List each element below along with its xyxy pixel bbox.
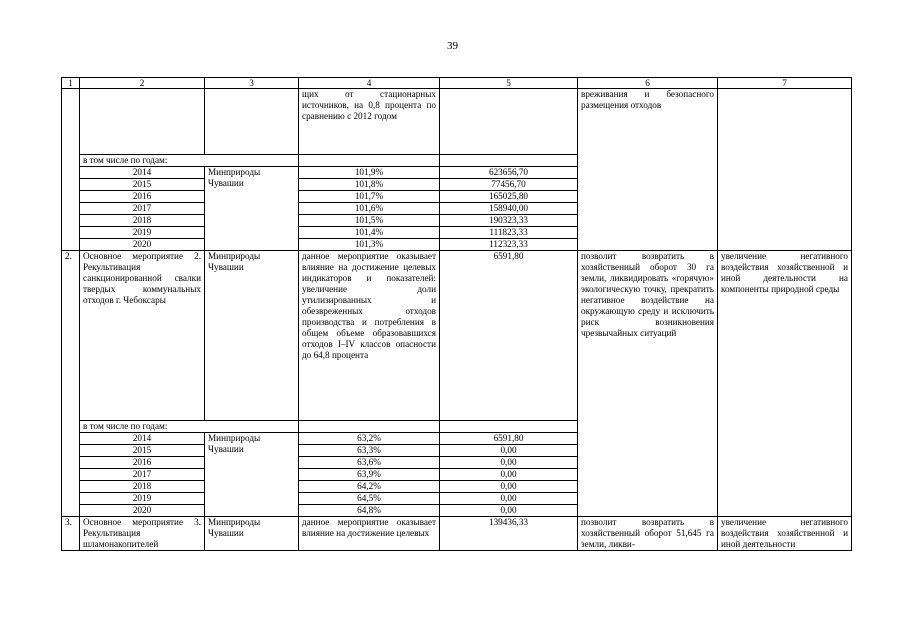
year-cell: 2014 (80, 433, 205, 445)
indicator-value: 64,2% (299, 481, 440, 493)
amount-value: 111823,33 (440, 227, 578, 239)
year-cell: 2016 (80, 191, 205, 203)
measure-row (62, 251, 852, 421)
col-number: 4 (299, 78, 440, 89)
indicator-value: 101,3% (299, 239, 440, 251)
column-numbers-row (62, 78, 852, 89)
year-cell: 2018 (80, 481, 205, 493)
including-by-years-label: в том числе по годам: (80, 421, 299, 433)
indicator-value: 101,6% (299, 203, 440, 215)
executor-cell: Минприроды Чувашии (205, 251, 299, 421)
year-cell: 2017 (80, 203, 205, 215)
indicator-value: 64,5% (299, 493, 440, 505)
amount-value: 165025,80 (440, 191, 578, 203)
year-cell: 2016 (80, 457, 205, 469)
indicator-value: 101,9% (299, 167, 440, 179)
result-continuation: вреживания и безопасного размещения отходов (578, 89, 718, 251)
indicator-value: 63,6% (299, 457, 440, 469)
executor-cell: Минприроды Чувашии (205, 433, 299, 517)
year-cell: 2015 (80, 179, 205, 191)
cell-empty (440, 155, 578, 167)
executor-cell: Минприроды Чувашии (205, 517, 299, 551)
cell-empty (440, 89, 578, 155)
indicator-text: данное мероприятие оказывает влияние на достижение целевых (299, 517, 440, 551)
measure-row (62, 517, 852, 551)
cell-empty (440, 421, 578, 433)
indicator-value: 101,4% (299, 227, 440, 239)
year-cell: 2019 (80, 227, 205, 239)
year-cell: 2017 (80, 469, 205, 481)
year-cell: 2019 (80, 493, 205, 505)
col-number: 2 (80, 78, 205, 89)
indicator-value: 101,5% (299, 215, 440, 227)
consequence-text: увеличение негативного воздействия хозяйственной и иной деятельности на компоненты природной среды (718, 251, 852, 517)
year-cell: 2020 (80, 505, 205, 517)
continuation-row (62, 89, 852, 155)
page-number: 39 (447, 40, 458, 52)
cell-empty (205, 89, 299, 155)
cell-empty (718, 89, 852, 251)
amount-total: 139436,33 (440, 517, 578, 551)
amount-value: 0,00 (440, 481, 578, 493)
amount-value: 77456,70 (440, 179, 578, 191)
col-number: 3 (205, 78, 299, 89)
year-cell: 2015 (80, 445, 205, 457)
program-table (61, 77, 852, 551)
indicator-value: 63,9% (299, 469, 440, 481)
indicator-value: 63,2% (299, 433, 440, 445)
amount-total: 6591,80 (440, 251, 578, 421)
indicator-value: 101,7% (299, 191, 440, 203)
cell-empty (299, 155, 440, 167)
amount-value: 190323,33 (440, 215, 578, 227)
col-number: 7 (718, 78, 852, 89)
consequence-text: увеличение негативного воздействия хозяйственной и иной деятельности (718, 517, 852, 551)
col-number: 5 (440, 78, 578, 89)
col-number: 6 (578, 78, 718, 89)
year-cell: 2014 (80, 167, 205, 179)
result-text: позволит возвратить в хозяйственный оборот 30 га земли, ликвидировать «горячую» экологическую точку, прекратить негативное воздействие на окружающую среду и исключить риск возникновения чрезвычайных ситуаций (578, 251, 718, 517)
including-by-years-label: в том числе по годам: (80, 155, 299, 167)
measure-name: Основное мероприятие 3. Рекультивация шламонакопителей (80, 517, 205, 551)
measure-number: 2. (62, 251, 80, 517)
amount-value: 623656,70 (440, 167, 578, 179)
indicator-value: 63,3% (299, 445, 440, 457)
amount-value: 0,00 (440, 505, 578, 517)
cell-empty (62, 89, 80, 251)
amount-value: 0,00 (440, 469, 578, 481)
indicator-value: 64,8% (299, 505, 440, 517)
cell-empty (299, 421, 440, 433)
indicator-continuation: щих от стационарных источников, на 0,8 процента по сравнению с 2012 годом (299, 89, 440, 155)
cell-empty (80, 89, 205, 155)
result-text: позволит возвратить в хозяйственный оборот 51,645 га земли, ликви- (578, 517, 718, 551)
measure-name: Основное мероприятие 2. Рекультивация санкционированной свалки твердых коммунальных отходов г. Чебоксары (80, 251, 205, 421)
indicator-value: 101,8% (299, 179, 440, 191)
measure-number: 3. (62, 517, 80, 551)
year-cell: 2020 (80, 239, 205, 251)
amount-value: 0,00 (440, 493, 578, 505)
executor-cell: Минприроды Чувашии (205, 167, 299, 251)
year-cell: 2018 (80, 215, 205, 227)
col-number: 1 (62, 78, 80, 89)
amount-value: 6591,80 (440, 433, 578, 445)
indicator-text: данное мероприятие оказывает влияние на достижение целевых индикаторов и показателей: увеличение доли утилизированных и обезвреженных отходов производства и потребления в общем объеме образовавшихся отходов I–IV классов опасности до 64,8 процента (299, 251, 440, 421)
amount-value: 112323,33 (440, 239, 578, 251)
amount-value: 0,00 (440, 457, 578, 469)
amount-value: 0,00 (440, 445, 578, 457)
amount-value: 158940,00 (440, 203, 578, 215)
